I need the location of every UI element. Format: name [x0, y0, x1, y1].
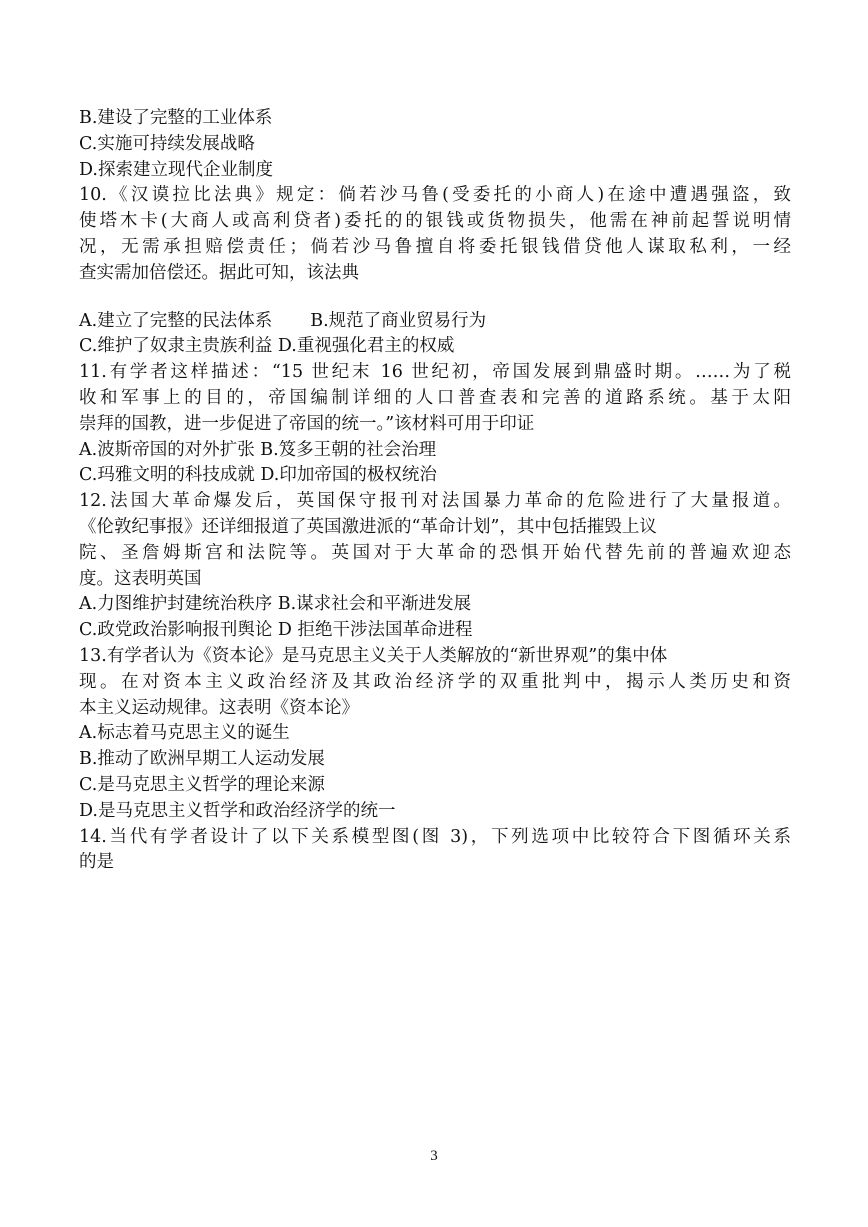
question-12	[79, 489, 791, 644]
q13-stem-line: 13.有学者认为《资本论》是马克思主义关于人类解放的“新世界观”的集中体	[79, 645, 668, 666]
q13-stem-line: 本主义运动规律。这表明《资本论》	[79, 697, 359, 718]
q10-option-b: B.规范了商业贸易行为	[310, 310, 487, 331]
q10-stem-line: 10.《汉谟拉比法典》规定：倘若沙马鲁(受委托的小商人)在途中遭遇强盗，致	[79, 185, 791, 206]
q12-stem-line: 12.法国大革命爆发后，英国保守报刊对法国暴力革命的危险进行了大量报道。	[79, 491, 791, 512]
q9-option-b: B.建设了完整的工业体系	[79, 108, 273, 128]
q9-option-c: C.实施可持续发展战略	[79, 133, 255, 154]
q10-stem-line: 况，无需承担赔偿责任；倘若沙马鲁擅自将委托银钱借贷他人谋取私利，一经	[79, 236, 791, 257]
q14-stem-line: 14.当代有学者设计了以下关系模型图(图 3)，下列选项中比较符合下图循环关系	[79, 826, 791, 847]
q10-option-a: A.建立了完整的民法体系	[79, 310, 273, 331]
q12-stem-line: 度。这表明英国	[79, 568, 202, 589]
page-number: 3	[430, 1148, 438, 1164]
question-9-options	[79, 106, 791, 183]
q13-option-b: B.推动了欧洲早期工人运动发展	[79, 749, 325, 770]
exam-page-body	[79, 106, 791, 876]
q10-options-ab	[79, 309, 791, 335]
q13-stem-line: 现。在对资本主义政治经济及其政治经济学的双重批判中，揭示人类历史和资	[79, 671, 791, 692]
q13-option-d: D.是马克思主义哲学和政治经济学的统一	[79, 800, 396, 821]
q11-options-cd: C.玛雅文明的科技成就 D.印加帝国的极权统治	[79, 465, 437, 486]
q11-stem-line: 11.有学者这样描述：“15 世纪末 16 世纪初，帝国发展到鼎盛时期。……为了税	[79, 362, 791, 383]
q10-stem-line: 使塔木卡(大商人或高利贷者)委托的的银钱或货物损失，他需在神前起誓说明情	[79, 211, 791, 232]
q13-option-c: C.是马克思主义哲学的理论来源	[79, 774, 325, 795]
q13-option-a: A.标志着马克思主义的诞生	[79, 723, 290, 744]
q10-stem-line: 查实需加倍偿还。据此可知，该法典	[79, 262, 359, 283]
question-11	[79, 360, 791, 489]
question-13	[79, 644, 791, 825]
q11-stem-line: 崇拜的国教，进一步促进了帝国的统一。”该材料可用于印证	[79, 413, 535, 434]
q12-options-ab: A.力图维护封建统治秩序 B.谋求社会和平渐进发展	[79, 594, 472, 615]
q12-stem-line: 《伦敦纪事报》还详细报道了英国激进派的“革命计划”，其中包括摧毁上议	[79, 516, 657, 537]
q14-stem-line: 的是	[79, 852, 114, 873]
q11-options-ab: A.波斯帝国的对外扩张 B.笈多王朝的社会治理	[79, 439, 437, 460]
spacer	[79, 287, 791, 309]
q10-options-cd: C.维护了奴隶主贵族利益 D.重视强化君主的权威	[79, 336, 455, 357]
q9-option-d: D.探索建立现代企业制度	[79, 159, 273, 180]
q12-stem-line: 院、圣詹姆斯宫和法院等。英国对于大革命的恐惧开始代替先前的普遍欢迎态	[79, 542, 791, 563]
q11-stem-line: 收和军事上的目的，帝国编制详细的人口普查表和完善的道路系统。基于太阳	[79, 387, 791, 408]
question-14	[79, 825, 791, 877]
q12-options-cd: C.政党政治影响报刊舆论 D 拒绝干涉法国革命进程	[79, 620, 473, 641]
question-10	[79, 183, 791, 360]
